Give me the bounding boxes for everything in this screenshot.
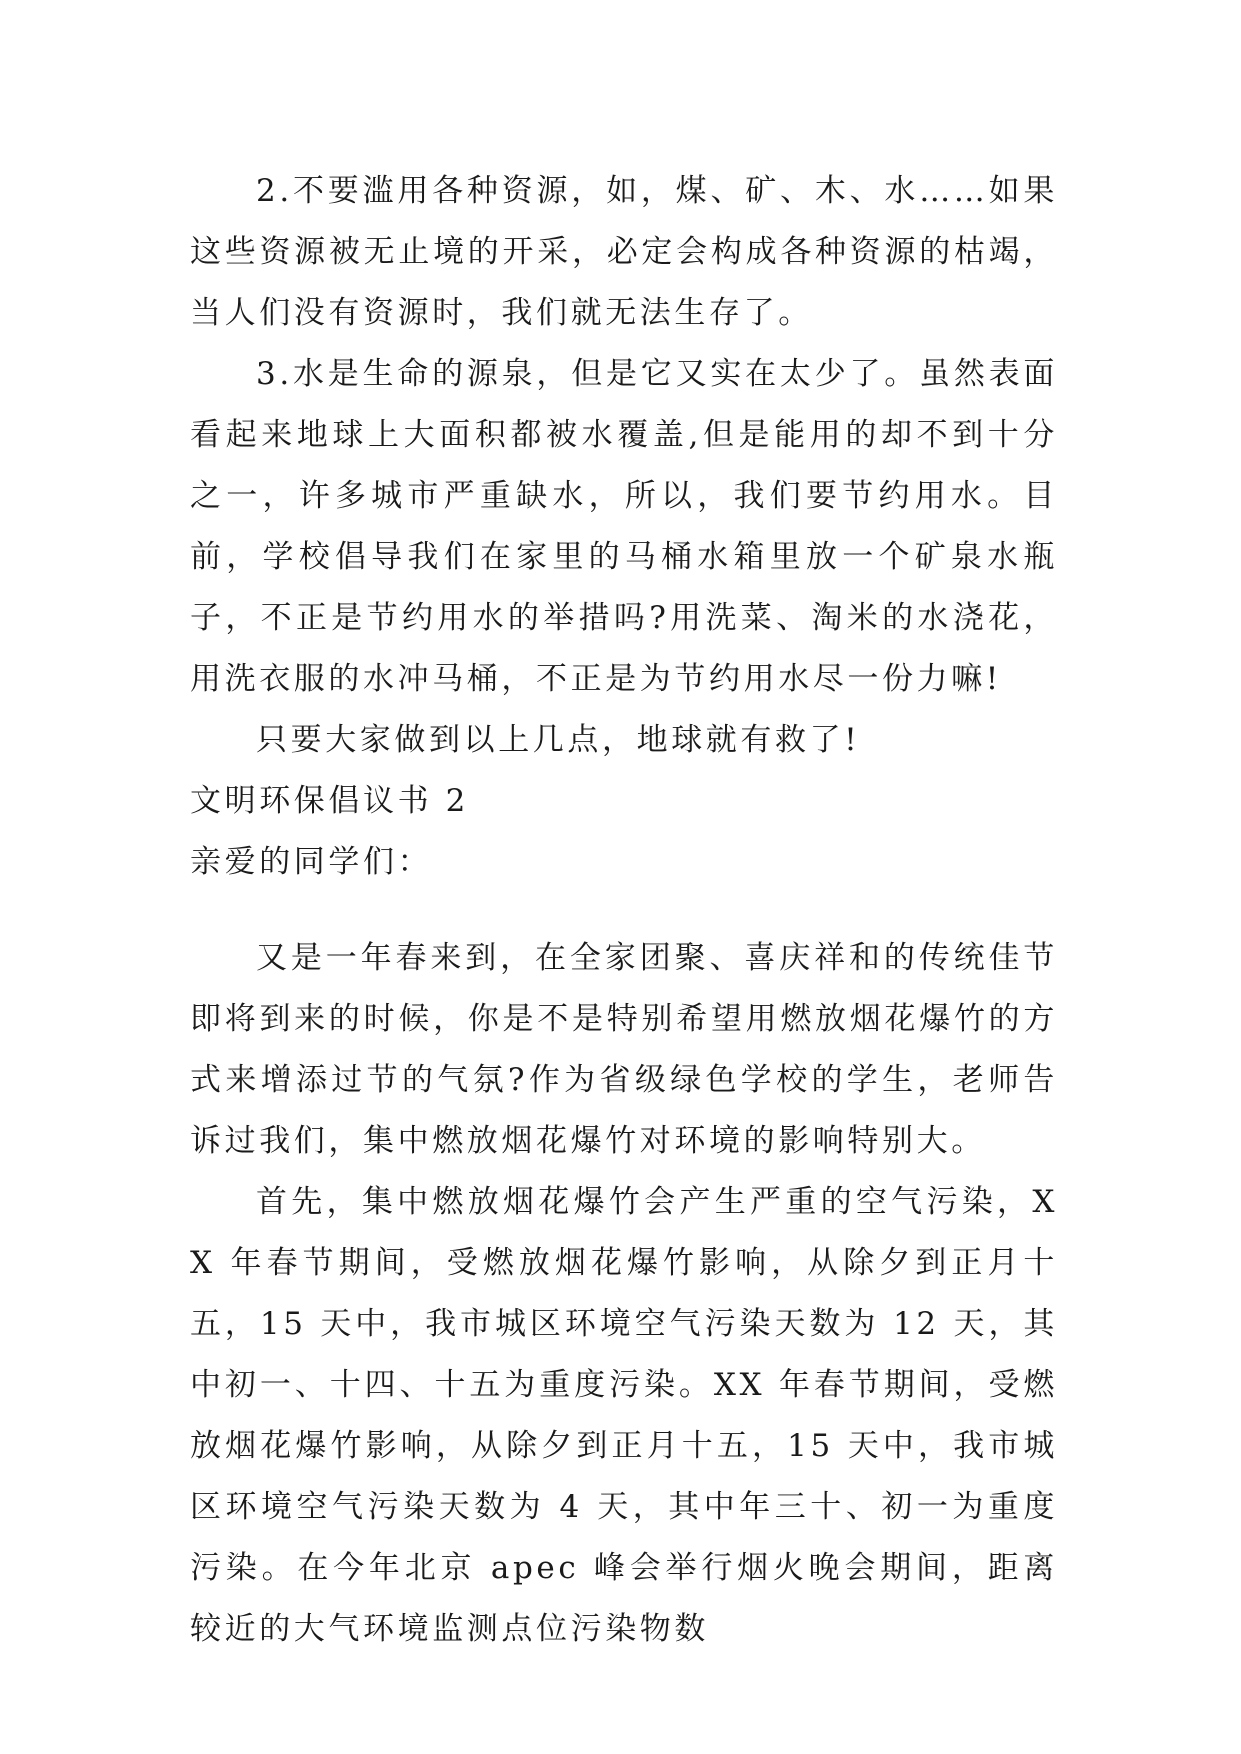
paragraph-conclusion: 只要大家做到以上几点，地球就有救了! <box>256 722 861 758</box>
salutation: 亲爱的同学们： <box>190 844 433 880</box>
paragraph-spring-festival: 又是一年春来到，在全家团聚、喜庆祥和的传统佳节即将到来的时候，你是不是特别希望用燃放烟花爆竹的方式来增添过节的气氛?作为省级绿色学校的学生，老师告诉过我们，集中燃放烟花爆竹对环境的影响特别大。 <box>190 940 1058 1159</box>
document-title: 文明环保倡议书 2 <box>190 783 469 819</box>
paragraph-resources: 2.不要滥用各种资源，如，煤、矿、木、水……如果这些资源被无止境的开采，必定会构成各种资源的枯竭，当人们没有资源时，我们就无法生存了。 <box>190 173 1058 331</box>
paragraph-water: 3.水是生命的源泉，但是它又实在太少了。虽然表面看起来地球上大面积都被水覆盖,但是能用的却不到十分之一，许多城市严重缺水，所以，我们要节约用水。目前，学校倡导我们在家里的马桶水箱里放一个矿泉水瓶子，不正是节约用水的举措吗?用洗菜、淘米的水浇花，用洗衣服的水冲马桶，不正是为节约用水尽一份力嘛! <box>190 356 1058 697</box>
paragraph-air-pollution: 首先，集中燃放烟花爆竹会产生严重的空气污染，XX 年春节期间，受燃放烟花爆竹影响，从除夕到正月十五，15 天中，我市城区环境空气污染天数为 12 天，其中初一、十四、十五为重度污染。XX 年春节期间，受燃放烟花爆竹影响，从除夕到正月十五，15 天中，我市城区环境空气污染天数为 4 天，其中年三十、初一为重度污染。在今年北京 apec 峰会举行烟火晚会期间，距离较近的大气环境监测点位污染物数 <box>190 1184 1058 1647</box>
section-two <box>190 928 1058 1660</box>
section-one <box>190 161 1058 893</box>
